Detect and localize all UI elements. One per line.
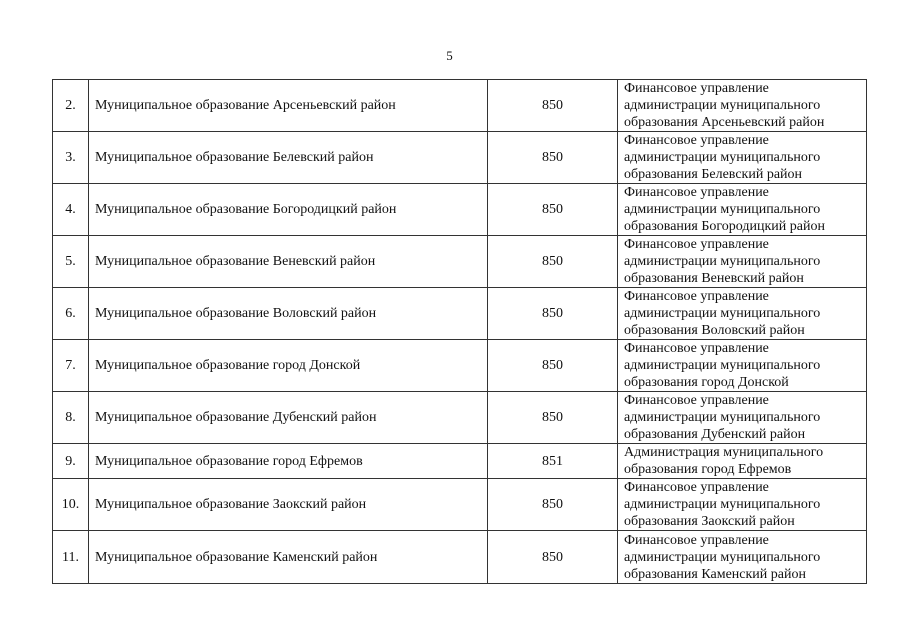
administrator-line: Финансовое управление [624,81,769,96]
municipality-name: Муниципальное образование город Ефремов [89,444,488,479]
table-row [53,444,867,479]
row-number: 5. [53,236,89,288]
administrator-line: Финансовое управление [624,185,769,200]
table-row [53,80,867,132]
municipality-name: Муниципальное образование Богородицкий район [89,184,488,236]
budget-code: 851 [488,444,618,479]
table-row [53,340,867,392]
administrator-line: Финансовое управление [624,289,769,304]
municipality-name: Муниципальное образование Каменский район [89,531,488,584]
administrator-line: образования Каменский район [624,566,806,582]
row-number: 4. [53,184,89,236]
budget-code: 850 [488,288,618,340]
budget-code: 850 [488,392,618,444]
table-row [53,479,867,531]
row-number: 7. [53,340,89,392]
row-number: 10. [53,479,89,531]
administrator-line: Финансовое управление [624,237,769,252]
municipalities-table [52,79,867,584]
budget-code: 850 [488,80,618,132]
administrator-line: администрации муниципального [624,306,821,321]
administrator-line: администрации муниципального [624,254,821,269]
administrator-line: Финансовое управление [624,341,769,356]
administrator-line: администрации муниципального [624,549,821,565]
administrator-line: Финансовое управление [624,393,769,408]
table-row [53,236,867,288]
municipality-name: Муниципальное образование Заокский район [89,479,488,531]
municipality-name: Муниципальное образование Воловский район [89,288,488,340]
administrator-cell [618,288,867,340]
administrator-line: образования Дубенский район [624,427,806,442]
row-number: 11. [53,531,89,584]
row-number: 3. [53,132,89,184]
administrator-cell [618,444,867,479]
municipality-name: Муниципальное образование Белевский район [89,132,488,184]
administrator-cell [618,132,867,184]
municipality-name: Муниципальное образование Дубенский район [89,392,488,444]
administrator-line: администрации муниципального [624,98,821,113]
administrator-cell [618,80,867,132]
administrator-line: администрации муниципального [624,358,821,373]
row-number: 8. [53,392,89,444]
administrator-line: администрации муниципального [624,410,821,425]
administrator-line: администрации муниципального [624,497,821,512]
row-number: 2. [53,80,89,132]
administrator-line: администрации муниципального [624,202,821,217]
row-number: 6. [53,288,89,340]
administrator-cell [618,392,867,444]
municipality-name: Муниципальное образование Веневский район [89,236,488,288]
administrator-line: образования Веневский район [624,271,804,286]
administrator-line: образования Заокский район [624,514,795,529]
administrator-line: образования Арсеньевский район [624,115,825,130]
administrator-cell [618,236,867,288]
municipality-name: Муниципальное образование город Донской [89,340,488,392]
administrator-cell [618,184,867,236]
administrator-cell [618,340,867,392]
budget-code: 850 [488,184,618,236]
administrator-line: образования город Ефремов [624,462,792,477]
budget-code: 850 [488,340,618,392]
budget-code: 850 [488,531,618,584]
administrator-line: образования Воловский район [624,323,805,338]
budget-code: 850 [488,132,618,184]
table-row [53,531,867,584]
administrator-line: образования город Донской [624,375,789,390]
administrator-line: образования Богородицкий район [624,219,825,234]
budget-code: 850 [488,479,618,531]
administrator-line: Администрация муниципального [624,445,824,460]
table-row [53,132,867,184]
administrator-line: Финансовое управление [624,480,769,495]
table-row [53,288,867,340]
administrator-line: администрации муниципального [624,150,821,165]
table-row [53,184,867,236]
table-row [53,392,867,444]
page-number: 5 [446,48,453,63]
municipality-name: Муниципальное образование Арсеньевский район [89,80,488,132]
administrator-cell [618,531,867,584]
row-number: 9. [53,444,89,479]
administrator-line: Финансовое управление [624,133,769,148]
administrator-cell [618,479,867,531]
administrator-line: образования Белевский район [624,167,803,182]
budget-code: 850 [488,236,618,288]
administrator-line: Финансовое управление [624,532,769,548]
